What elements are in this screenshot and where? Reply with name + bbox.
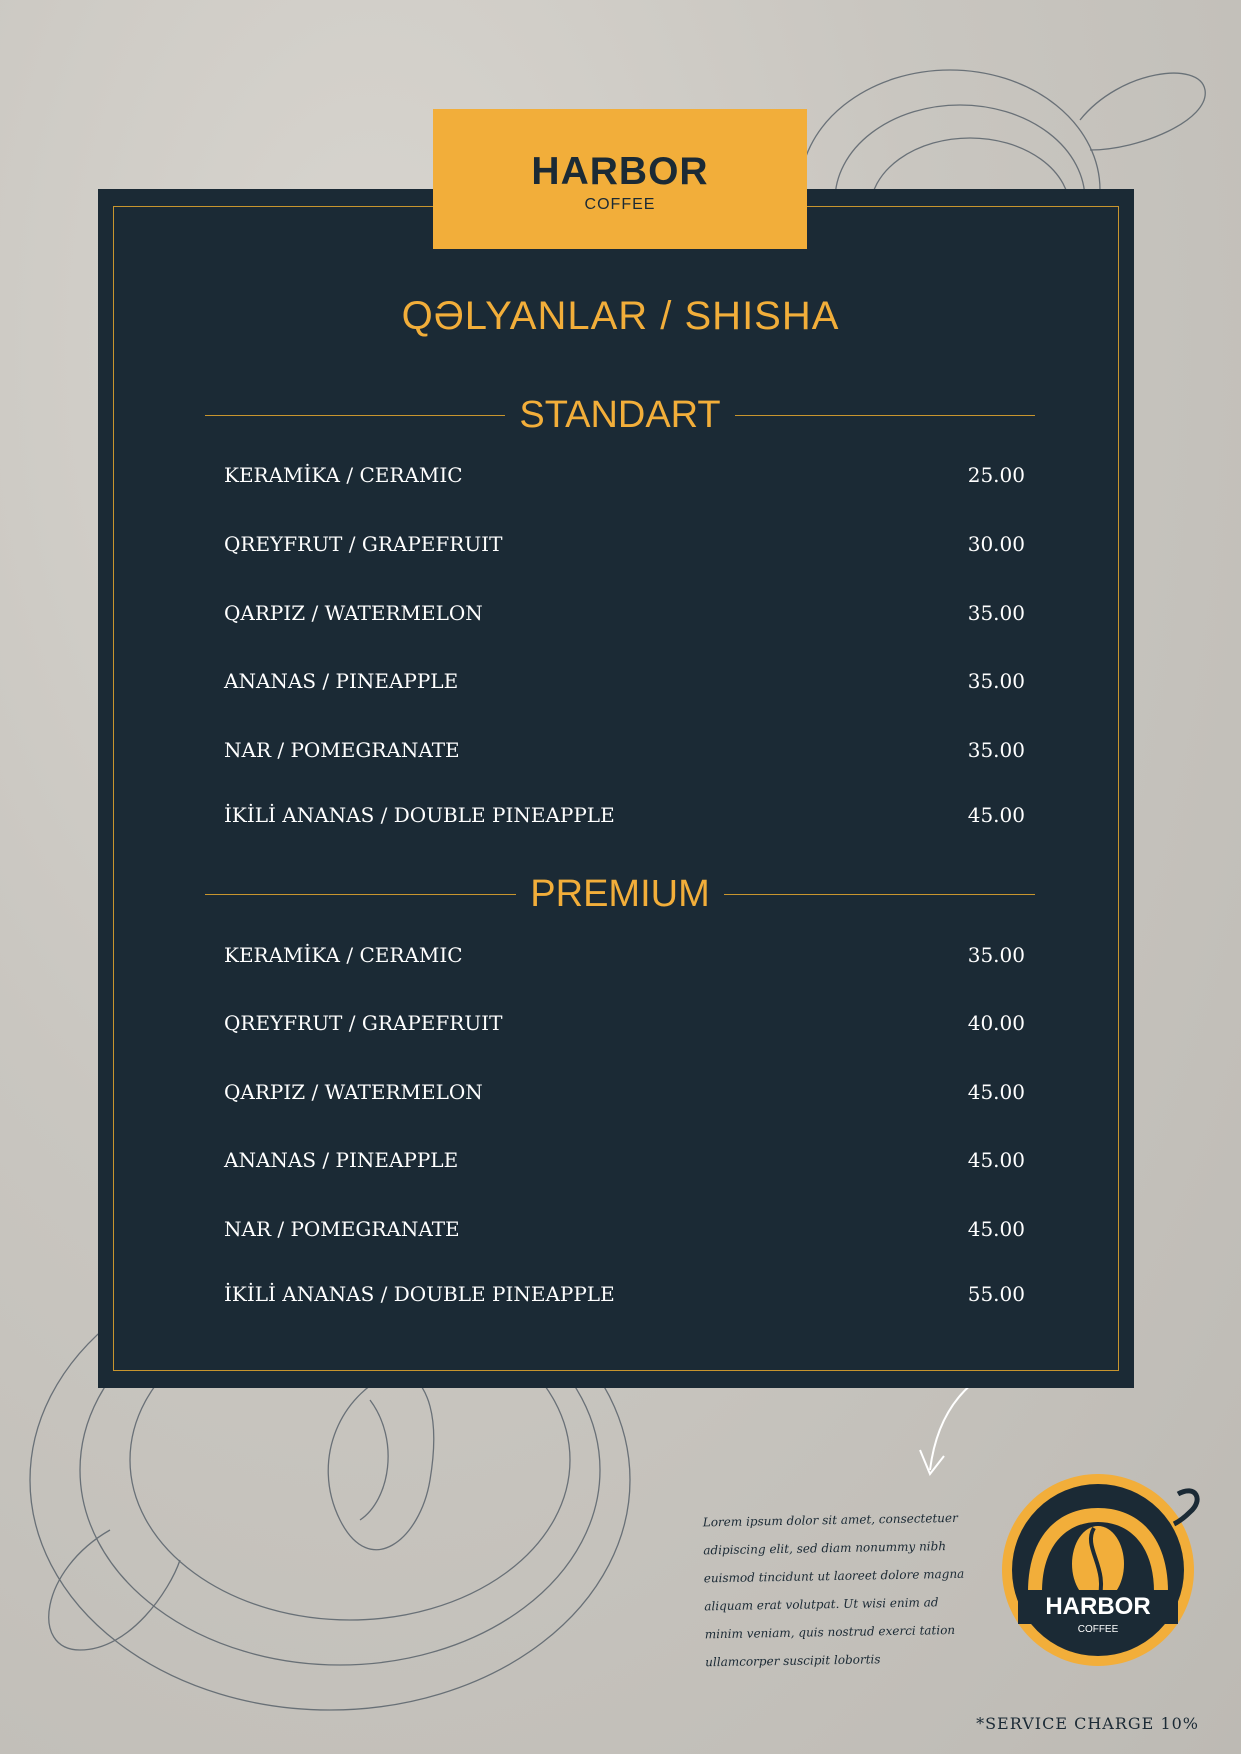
item-price: 45.00	[967, 803, 1025, 827]
section-title: STANDART	[519, 393, 721, 436]
item-price: 30.00	[967, 532, 1025, 556]
menu-item	[224, 666, 1025, 696]
item-price: 45.00	[967, 1217, 1025, 1241]
item-name: KERAMİKA / CERAMIC	[224, 463, 463, 487]
divider-rule	[724, 894, 1035, 895]
brand-logo	[433, 109, 807, 249]
menu-item	[224, 1145, 1025, 1175]
item-price: 35.00	[967, 669, 1025, 693]
brand-name: HARBOR	[531, 150, 709, 193]
menu-item	[224, 1008, 1025, 1038]
harbor-badge-logo	[998, 1464, 1204, 1670]
menu-item	[224, 598, 1025, 628]
item-price: 55.00	[967, 1282, 1025, 1306]
service-charge-note: *SERVICE CHARGE 10%	[976, 1714, 1199, 1733]
divider-rule	[205, 415, 505, 416]
item-price: 35.00	[967, 601, 1025, 625]
divider-rule	[735, 415, 1035, 416]
item-name: İKİLİ ANANAS / DOUBLE PINEAPPLE	[224, 1282, 615, 1306]
section-premium-heading	[205, 869, 1035, 919]
badge-brand-sub: COFFEE	[1077, 1624, 1119, 1635]
menu-item	[224, 800, 1025, 830]
item-name: ANANAS / PINEAPPLE	[224, 669, 459, 693]
item-price: 25.00	[967, 463, 1025, 487]
section-standart-heading	[205, 390, 1035, 440]
item-price: 40.00	[967, 1011, 1025, 1035]
menu-item	[224, 940, 1025, 970]
menu-panel	[98, 189, 1134, 1388]
section-title: PREMIUM	[530, 872, 710, 915]
item-name: QARPIZ / WATERMELON	[224, 601, 483, 625]
item-name: QREYFRUT / GRAPEFRUIT	[224, 1011, 503, 1035]
handwritten-note: Lorem ipsum dolor sit amet, consectetuer adipiscing elit, sed diam nonummy nibh euismod tincidunt ut laoreet dolore magna aliquam erat volutpat. Ut wisi enim ad minim veniam, quis nostrud exerci tation ullamcorper suscipit lobortis	[702, 1510, 965, 1670]
item-price: 45.00	[967, 1080, 1025, 1104]
item-price: 45.00	[967, 1148, 1025, 1172]
item-price: 35.00	[967, 943, 1025, 967]
item-name: ANANAS / PINEAPPLE	[224, 1148, 459, 1172]
item-name: QARPIZ / WATERMELON	[224, 1080, 483, 1104]
brand-sub: COFFEE	[584, 196, 656, 213]
menu-item	[224, 1214, 1025, 1244]
menu-item	[224, 460, 1025, 490]
item-name: İKİLİ ANANAS / DOUBLE PINEAPPLE	[224, 803, 615, 827]
page-title: QƏLYANLAR / SHISHA	[401, 294, 840, 338]
panel-border	[113, 206, 1119, 1371]
item-name: NAR / POMEGRANATE	[224, 1217, 460, 1241]
menu-item	[224, 1077, 1025, 1107]
menu-item	[224, 1279, 1025, 1309]
menu-item	[224, 735, 1025, 765]
item-name: NAR / POMEGRANATE	[224, 738, 460, 762]
divider-rule	[205, 894, 516, 895]
item-name: QREYFRUT / GRAPEFRUIT	[224, 532, 503, 556]
badge-brand-name: HARBOR	[1045, 1593, 1151, 1620]
item-name: KERAMİKA / CERAMIC	[224, 943, 463, 967]
menu-item	[224, 529, 1025, 559]
item-price: 35.00	[967, 738, 1025, 762]
